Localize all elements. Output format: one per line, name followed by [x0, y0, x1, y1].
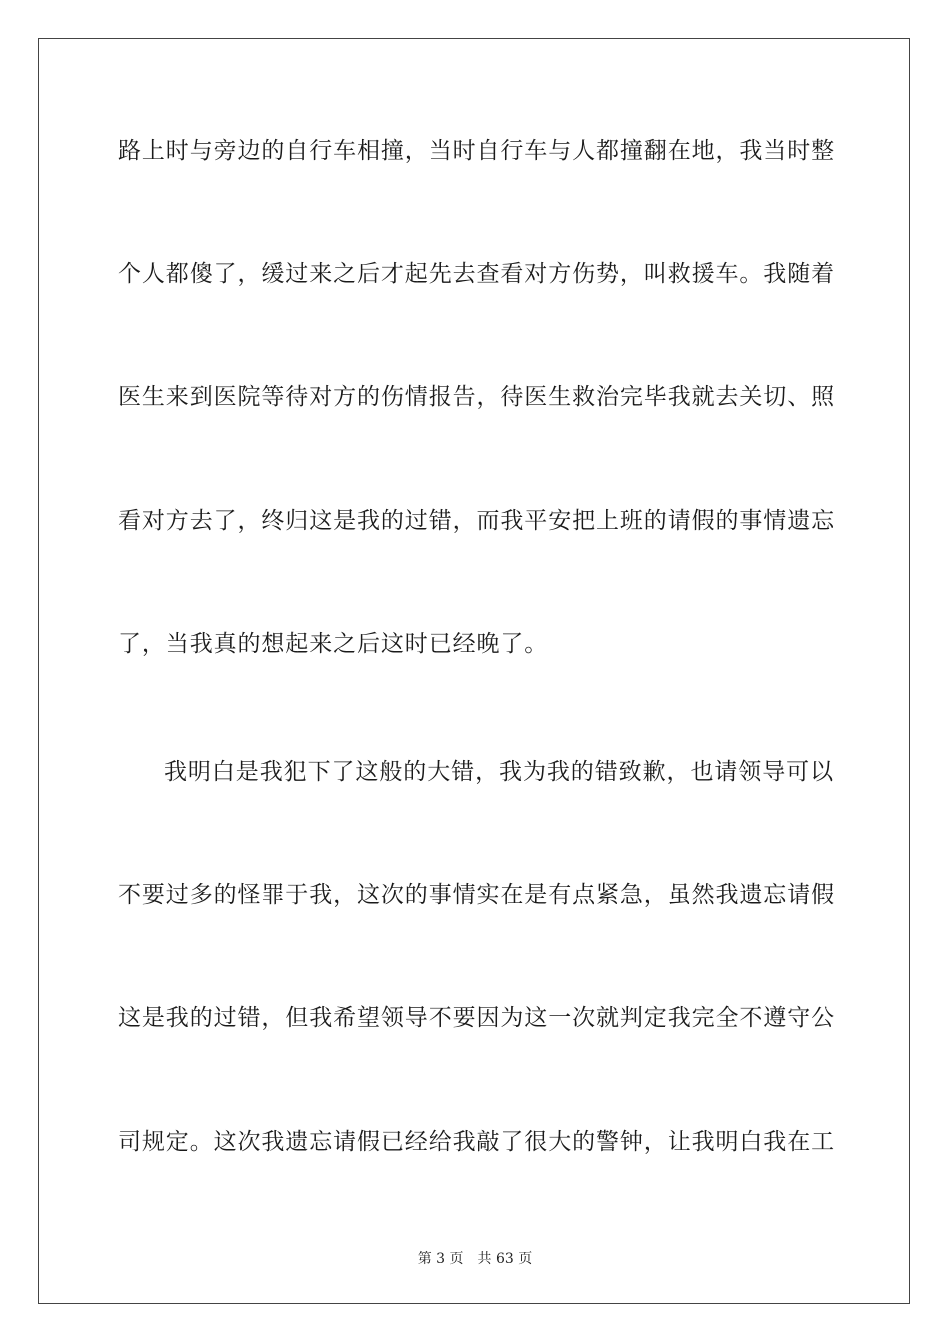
paragraph1-line-1: 路上时与旁边的自行车相撞，当时自行车与人都撞翻在地，我当时整: [118, 138, 835, 164]
paragraph1-line-4: 看对方去了，终归这是我的过错，而我平安把上班的请假的事情遗忘: [118, 508, 835, 534]
page-number: 第 3 页: [417, 1251, 464, 1267]
page-total: 共 63 页: [477, 1251, 533, 1267]
paragraph2-line-2: 不要过多的怪罪于我，这次的事情实在是有点紧急，虽然我遗忘请假: [118, 882, 835, 908]
paragraph2-line-1: 我明白是我犯下了这般的大错，我为我的错致歉，也请领导可以: [164, 759, 834, 785]
paragraph2-line-3: 这是我的过错，但我希望领导不要因为这一次就判定我完全不遵守公: [118, 1005, 835, 1031]
paragraph2-line-4: 司规定。这次我遗忘请假已经给我敲了很大的警钟，让我明白我在工: [118, 1129, 835, 1155]
paragraph1-line-2: 个人都傻了，缓过来之后才起先去查看对方伤势，叫救援车。我随着: [118, 261, 835, 287]
page-border: [38, 38, 910, 1304]
paragraph1-line-5: 了，当我真的想起来之后这时已经晚了。: [118, 631, 549, 657]
page-footer: [0, 1248, 950, 1268]
paragraph1-line-3: 医生来到医院等待对方的伤情报告，待医生救治完毕我就去关切、照: [118, 384, 835, 410]
